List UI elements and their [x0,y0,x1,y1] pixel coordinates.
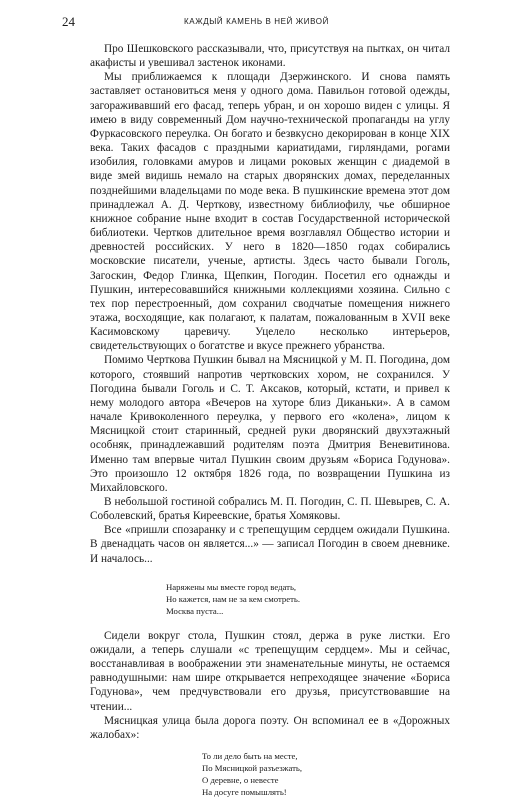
paragraph-guests: В небольшой гостиной собрались М. П. Погодин, С. П. Шевырев, С. А. Соболевский, братья Киреевские, братья Хомяковы. [90,496,450,523]
paragraph-sheshkovsky: Про Шешковского рассказывали, что, присутствуя на пытках, он читал акафисты и увешивал застенок иконами. [90,43,450,70]
paragraph-chertkov-house: Мы приближаемся к площади Дзержинского. И снова память заставляет остановиться меня у одного дома. Павильон готовой одежды, загораживавший его фасад, теперь убран, и он хорошо виден с улицы. Я имею в виду современный Дом научно-технической пропаганды на углу Фуркасовского переулка. Он богато и безвкусно декорирован в конце XIX века. Таких фасадов с праздными кариатидами, гирляндами, рогами изобилия, головками амуров и лицами роковых женщин с диадемой в виде змей видишь немало на старых дворянских домах, переделанных позднейшими владельцами по моде века. В пушкинские времена этот дом принадлежал А. Д. Черткову, известному библиофилу, чье обширное книжное собрание ныне входит в состав Государственной исторической библиотеки. Чертков длительное время возглавлял Общество истории и древностей российских. У него в 1820—1850 годах собирались московские писатели, ученые, артисты. Здесь часто бывали Гоголь, Загоскин, Федор Глинка, Щепкин, Погодин. Посетил его однажды и Пушкин, интересовавшийся книжными коллекциями хозяина. Сильно с тех пор перестроенный, дом сохранил сводчатые помещения нижнего этажа, восходящие, как полагают, к палатам, пожалованным в XVII веке Касимовскому царевичу. Уцелело несколько интерьеров, свидетельствующих о богатстве и вкусе прежнего убранства. [90,71,450,353]
running-title: КАЖДЫЙ КАМЕНЬ В НЕЙ ЖИВОЙ [184,17,329,26]
verse-line: То ли дело быть на месте, [202,751,298,762]
verse-line: Наряжены мы вместе город ведать, [166,581,297,592]
paragraph-pogodin-diary: Все «пришли спозаранку и с трепещущим сердцем ожидали Пушкина. В двенадцать часов он является...» — записал Погодин в своем дневнике. И началось... [90,524,450,565]
paragraph-pogodin-venevitinov: Помимо Черткова Пушкин бывал на Мясницкой у М. П. Погодина, дом которого, стоявший напротив чертковских хором, не сохранился. У Погодина бывали Гоголь и С. Т. Аксаков, который, кстати, и привел к нему молодого автора «Вечеров на хуторе близ Диканьки». А в самом начале Кривоколенного переулка, у первого его «колена», лицом к Мясницкой стоит старинный, средней руки дворянский двухэтажный особняк, принадлежавший родителям поэта Дмитрия Веневитинова. Именно там впервые читал Пушкин своим друзьям «Бориса Годунова». Это произошло 12 октября 1826 года, по возвращении Пушкина из Михайловского. [90,354,450,494]
paragraph-myasnitskaya: Мясницкая улица была дорога поэту. Он вспоминал ее в «Дорожных жалобах»: [90,714,450,741]
verse-line: На досуге помышлять! [202,787,287,798]
page-header [62,14,451,30]
verse-quote-road-complaints [202,750,450,798]
page-body [90,42,450,798]
paragraph-reading: Сидели вокруг стола, Пушкин стоял, держа в руке листки. Его ожидали, а теперь слушали «с трепещущим сердцем». Мы и сейчас, восстанавливая в воображении эти знаменательные минуты, не остаемся равнодушными: нам шире открывается непреходящее значение «Бориса Годунова», чем предчувствовали его друзья, присутствовавшие на чтении... [90,629,450,713]
verse-line: О деревне, о невесте [202,775,279,786]
page-number: 24 [62,14,75,29]
verse-line: Но кажется, нам не за кем смотреть. [166,593,301,604]
verse-quote-boris-godunov [166,581,450,617]
verse-line: По Мясницкой разъезжать, [202,763,303,774]
verse-line: Москва пуста... [166,605,224,616]
